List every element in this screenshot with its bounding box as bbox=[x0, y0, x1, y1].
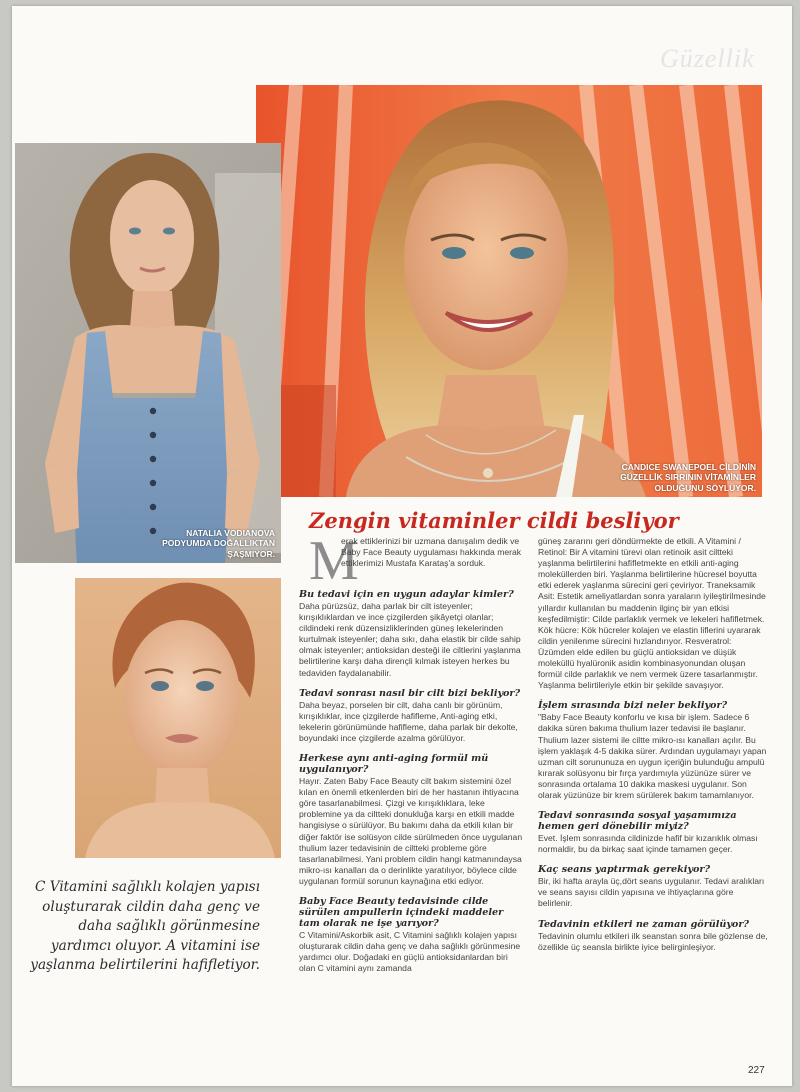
answer: Hayır. Zaten Baby Face Beauty cilt bakım sistemini özel kılan en önemli etkenlerden biri de her hastanın ihtiyacına göre tasarlanabilmesi. Çizgi ve kırışıklıklara, leke problemine ya da ciltteki donukluğa karşı en etkili madde hangisiyse o sürülüyor. Bu bakımı daha da etkili kılan bir diğer faktör ise solüsyon cilde sürülmeden önce uygulanan thulium lazer tedavisinin de ciltteki probleme göre tasarlanabilmesi. Yani problem cildin hangi katmanındaysa mikro-ısı kanalları da o derinlikte yaratılıyor, böylece cilde uygulanan formül sorunun kaynağına etki ediyor. bbox=[299, 776, 523, 886]
question: Tedavinin etkileri ne zaman görülüyor? bbox=[538, 918, 750, 930]
pull-quote: C Vitamini sağlıklı kolajen yapısı oluşturarak cildin daha genç ve daha sağlıklı görünmesine yardımcı oluyor. A vitamini ise yaşlanma belirtilerini hafifletiyor. bbox=[30, 879, 260, 974]
intro-paragraph: erak ettiklerinizi bir uzmana danışalım dedik ve Baby Face Beauty uygulaması hakkında merak ettiklerimizi Mustafa Karataş'a sorduk. bbox=[341, 536, 522, 569]
photo-beauty-portrait bbox=[75, 578, 281, 858]
answer: Daha beyaz, porselen bir cilt, daha canlı bir görünüm, kırışıklıklar, ince çizgilerde hafifleme, Anti-aging etki, lekelerin görünümünde hafifleme, daha parlak bir dekolte, boyundaki ince çizgilerde azalma görülüyor. bbox=[299, 699, 518, 743]
answer: "Baby Face Beauty konforlu ve kısa bir işlem. Sadece 6 dakika süren bakıma thulium lazer tedavisi ile başlanır. Thulium lazer sistemi ile ciltte mikro-ısı kanalları açılır. Bu işlem yaklaşık 4-5 dakika sürer. Ardından uygulamayı yapan uzman cilt sorununuza en uygun içeriğin bulunduğu ampulü kırarak solüsyonu bir fırça yardımıyla yüzünüze sürer ve sonrasında ortalama 10 dakika maskesi uygulanır. Son olarak yüzünüze bir krem sürülerek bakım tamamlanıyor. bbox=[538, 712, 767, 800]
question: Herkese aynı anti-aging formül mü uygulanıyor? bbox=[299, 753, 489, 776]
drop-cap: M bbox=[309, 530, 359, 592]
portrait-illustration bbox=[256, 85, 762, 497]
answer: C Vitamini/Askorbik asit, C Vitamini sağlıklı kolajen yapısı oluşturarak cildin daha genç ve daha sağlıklı görünmesine yardımcı olur. Doğadaki en güçlü antioksidanlardan biri olan C vitamini aynı zamanda bbox=[299, 929, 521, 974]
runway-illustration bbox=[15, 143, 281, 563]
question: Baby Face Beauty tedavisinde cilde sürülen ampullerin içindeki maddeler tam olarak ne işe yarıyor? bbox=[299, 895, 504, 929]
article-column-2 bbox=[538, 536, 768, 953]
photo-candice-swanepoel bbox=[256, 85, 762, 497]
answer: Bir, iki hafta arayla üç,dört seans uygulanır. Tedavi aralıkları ve seans sayısı cildin yapısına ve ihtiyaçlarına göre belirlenir. bbox=[538, 876, 765, 909]
question: Kaç seans yaptırmak gerekiyor? bbox=[538, 864, 711, 876]
caption-natalia: NATALIA VODIANOVA PODYUMDA DOĞALLIKTAN ŞAŞMIYOR. bbox=[162, 527, 275, 559]
caption-candice: CANDICE SWANEPOEL CİLDİNİN GÜZELLİK SIRRININ VİTAMİNLER OLDUĞUNU SÖYLÜYOR. bbox=[620, 461, 756, 493]
answer: Daha pürüzsüz, daha parlak bir cilt isteyenler; kırışıklıklardan ve ince çizgilerden şikâyetçi olanlar; cildindeki renk düzensizliklerinden güneş lekelerinden kurtulmak isteyenler; daha sıkı, daha elastik bir cilde sahip olmak isteyenler; antioksidan desteği ile ciltlerini yaşlanma belirtilerine karşı daha dirençli kılmak isteyen herkes bu tedaviden faydalanabilir. bbox=[299, 601, 521, 678]
beauty-illustration bbox=[75, 578, 281, 858]
answer: Tedavinin olumlu etkileri ilk seanstan sonra bile gözlense de, özellikle üç seansla birlikte iyice belirginleşiyor. bbox=[538, 930, 768, 952]
answer: Evet. İşlem sonrasında cildinizde hafif bir kızarıklık olması normaldir, bu da birkaç saat içinde tamamen geçer. bbox=[538, 833, 758, 855]
section-title: Güzellik bbox=[660, 44, 755, 73]
question: Tedavi sonrasında sosyal yaşamımıza hemen geri dönebilir miyiz? bbox=[538, 810, 737, 833]
page-number: 227 bbox=[748, 1065, 765, 1076]
article-column-1 bbox=[299, 530, 525, 974]
magazine-page bbox=[12, 6, 792, 1086]
article-headline: Zengin vitaminler cildi besliyor bbox=[309, 508, 679, 533]
question: Bu tedavi için en uygun adaylar kimler? bbox=[299, 589, 514, 600]
photo-natalia-vodianova bbox=[15, 143, 281, 563]
question: Tedavi sonrası nasıl bir cilt bizi bekliyor? bbox=[299, 687, 521, 699]
question: İşlem sırasında bizi neler bekliyor? bbox=[538, 700, 728, 712]
answer: güneş zararını geri döndürmekte de etkili. A Vitamini / Retinol: Bir A vitamini türevi olan retinoik asit ciltteki yaşlanma belirtilerini hafifletmekte en etkili anti-aging moleküllerden biri. Yaşlanma belirtilerine hücresel boyutta etki ederek yaşlanma sürecini geri çeviriyor. Traneksamik Asit: Estetik ameliyatlardan sonra yaraların iyileştirilmesinde yıllardır kullanılan bu maddenin ilginç bir yan etkisi keşfedilmiştir: Cilde parlaklık vermek ve lekeleri hafifletmek. Kök hücre: Kök hücreler kolajen ve elastin liflerini uyararak cildin yenilenme sürecini hızlandırıyor. Resveratrol: Üzümden elde edilen bu güçlü antioksidan ve düşük moleküllü hyalüronik asidin kombinasyonundan oluşan formül cilde parlaklık ve nem vermek üzere tasarlanmıştır. Yaşlanma belirtileriyle etkin bir şekilde savaşıyor. bbox=[538, 536, 766, 691]
